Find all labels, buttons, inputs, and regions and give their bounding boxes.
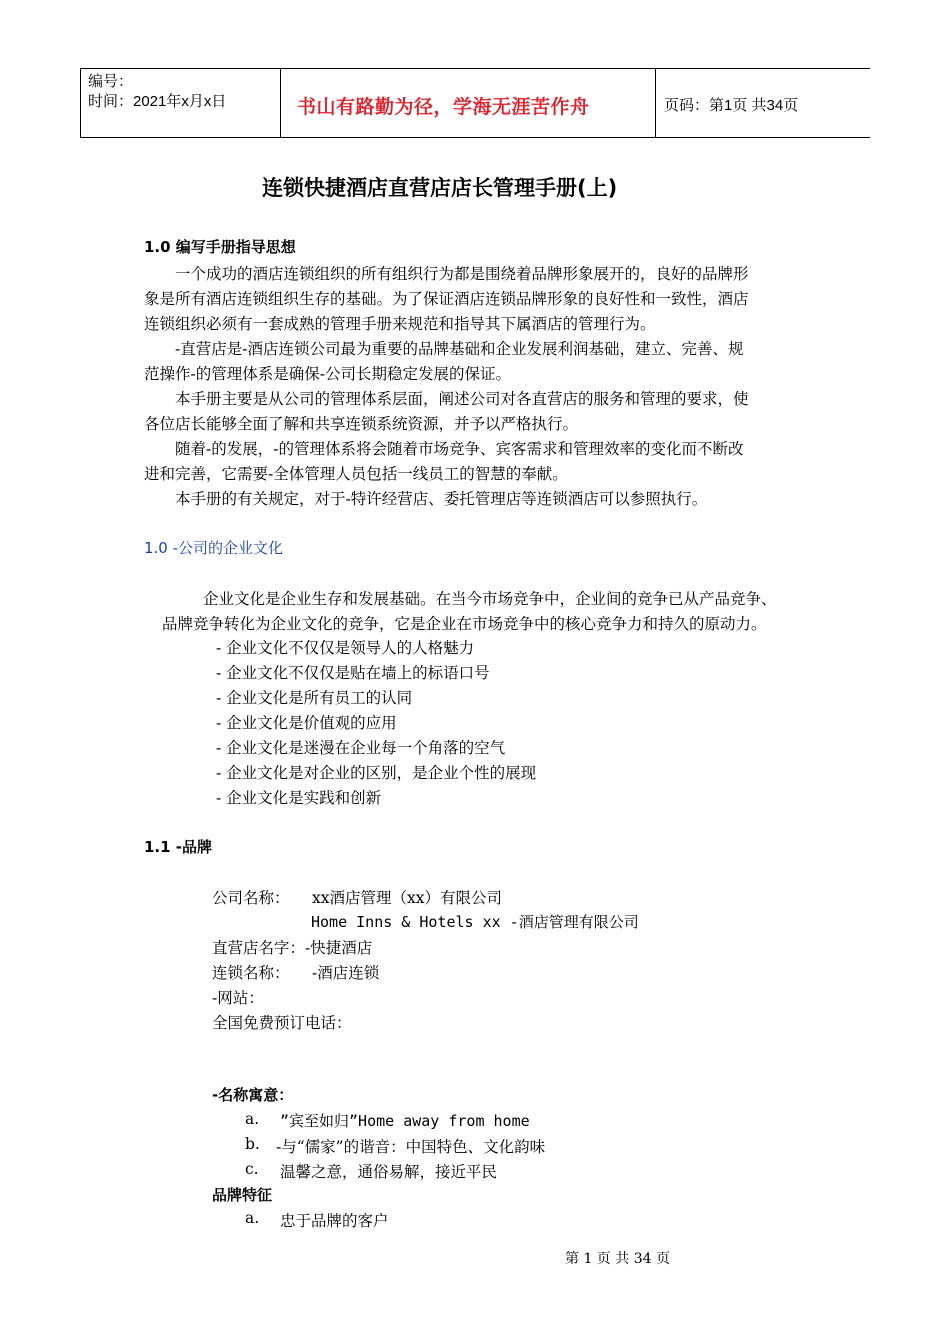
section-heading: 1.1 -品牌 bbox=[144, 838, 213, 856]
paragraph-line: 企业文化是企业生存和发展基础。在当今市场竞争中，企业间的竞争已从产品竞争、 bbox=[203, 590, 777, 608]
header-divider bbox=[655, 69, 656, 137]
phone-label: 全国免费预订电话： bbox=[212, 1014, 352, 1032]
paragraph-line: 范操作-的管理体系是确保-公司长期稳定发展的保证。 bbox=[144, 365, 511, 383]
company-name-label: 公司名称： bbox=[212, 889, 290, 907]
name-meaning-heading: -名称寓意： bbox=[212, 1086, 294, 1104]
list-item: - 企业文化是实践和创新 bbox=[216, 789, 382, 807]
paragraph-line: 象是所有酒店连锁组织生存的基础。为了保证酒店连锁品牌形象的良好性和一致性，酒店 bbox=[144, 290, 749, 308]
website-label: -网站： bbox=[212, 989, 264, 1007]
list-marker: a. bbox=[245, 1110, 260, 1128]
list-item: - 企业文化是价值观的应用 bbox=[216, 714, 397, 732]
list-item: - 企业文化不仅仅是领导人的人格魅力 bbox=[216, 639, 475, 657]
paragraph-line: 本手册的有关规定，对于-特许经营店、委托管理店等连锁酒店可以参照执行。 bbox=[175, 490, 708, 508]
list-item: ”宾至如归”Home away from home bbox=[280, 1112, 530, 1130]
paragraph-line: 本手册主要是从公司的管理体系层面，阐述公司对各直营店的服务和管理的要求，使 bbox=[175, 390, 749, 408]
list-item: - 企业文化是所有员工的认同 bbox=[216, 689, 413, 707]
company-name-en: Home Inns & Hotels xx -酒店管理有限公司 bbox=[311, 913, 639, 931]
header-divider bbox=[280, 69, 281, 137]
list-marker: a. bbox=[245, 1209, 260, 1227]
paragraph-line: 连锁组织必须有一套成熟的管理手册来规范和指导其下属酒店的管理行为。 bbox=[144, 315, 656, 333]
paragraph-line: 品牌竞争转化为企业文化的竞争，它是企业在市场竞争中的核心竞争力和持久的原动力。 bbox=[162, 615, 767, 633]
paragraph-line: 随着-的发展，-的管理体系将会随着市场竞争、宾客需求和管理效率的变化而不断改 bbox=[175, 440, 744, 458]
list-item: 忠于品牌的客户 bbox=[280, 1212, 389, 1230]
header-motto: 书山有路勤为径，学海无涯苦作舟 bbox=[297, 96, 590, 118]
list-marker: c. bbox=[245, 1160, 259, 1178]
document-number-label: 编号： bbox=[88, 73, 134, 90]
list-marker: b. bbox=[245, 1135, 260, 1153]
section-heading: 1.0 编写手册指导思想 bbox=[144, 238, 296, 256]
list-item: -与“儒家”的谐音：中国特色、文化韵味 bbox=[276, 1138, 546, 1156]
header-page-label: 页码：第1页 共34页 bbox=[664, 97, 799, 114]
paragraph-line: 一个成功的酒店连锁组织的所有组织行为都是围绕着品牌形象展开的，良好的品牌形 bbox=[175, 265, 749, 283]
store-name: 直营店名字：-快捷酒店 bbox=[212, 939, 373, 957]
list-item: 温馨之意，通俗易解，接近平民 bbox=[280, 1163, 498, 1181]
paragraph-line: 进和完善，它需要-全体管理人员包括一线员工的智慧的奉献。 bbox=[144, 465, 568, 483]
company-name-cn: xx酒店管理（xx）有限公司 bbox=[312, 889, 502, 907]
paragraph-line: 各位店长能够全面了解和共享连锁系统资源，并予以严格执行。 bbox=[144, 415, 579, 433]
document-time-label: 时间：2021年x月x日 bbox=[88, 93, 227, 110]
chain-name-label: 连锁名称： bbox=[212, 964, 290, 982]
page-footer: 第 1 页 共 34 页 bbox=[565, 1251, 670, 1267]
list-item: - 企业文化是迷漫在企业每一个角落的空气 bbox=[216, 739, 506, 757]
chain-name-value: -酒店连锁 bbox=[312, 964, 380, 982]
paragraph-line: -直营店是-酒店连锁公司最为重要的品牌基础和企业发展利润基础，建立、完善、规 bbox=[175, 340, 744, 358]
list-item: - 企业文化是对企业的区别，是企业个性的展现 bbox=[216, 764, 537, 782]
header-divider bbox=[80, 69, 81, 137]
document-title: 连锁快捷酒店直营店店长管理手册(上) bbox=[262, 176, 618, 200]
brand-feature-heading: 品牌特征 bbox=[212, 1186, 273, 1204]
list-item: - 企业文化不仅仅是贴在墙上的标语口号 bbox=[216, 664, 490, 682]
section-heading: 1.0 -公司的企业文化 bbox=[144, 539, 284, 557]
